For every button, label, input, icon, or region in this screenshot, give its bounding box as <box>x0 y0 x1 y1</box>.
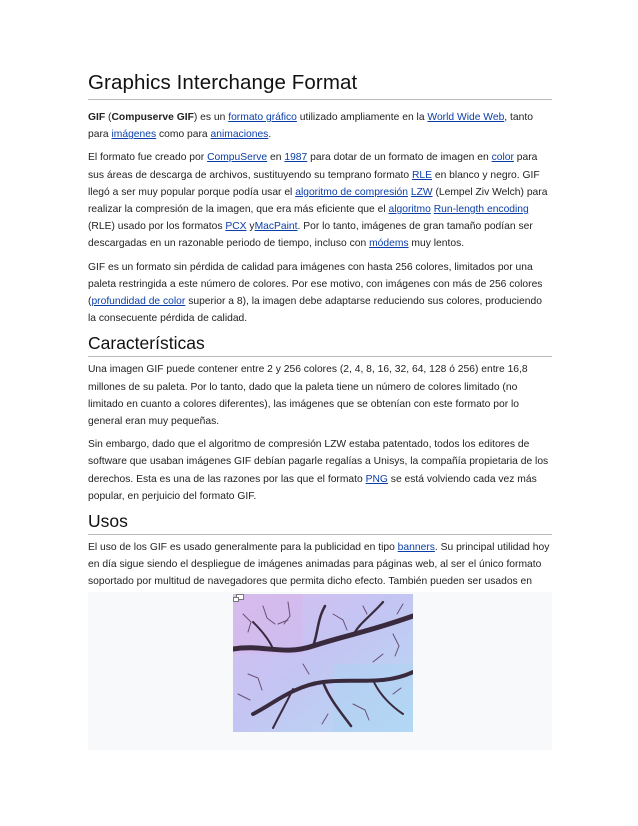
text: . <box>268 129 272 141</box>
link-rle[interactable]: RLE <box>411 169 432 181</box>
intro-paragraph-3 <box>88 259 552 328</box>
caracteristicas-paragraph-2 <box>88 436 552 505</box>
intro-paragraph-1 <box>88 109 552 143</box>
bold-term: GIF <box>88 112 106 123</box>
link-imagenes[interactable]: imágenes <box>111 129 157 141</box>
page-title: Graphics Interchange Format <box>88 70 552 100</box>
text: ) es un <box>193 112 229 123</box>
link-lzw[interactable]: LZW <box>410 186 433 198</box>
text: El uso de los GIF es usado generalmente para la publicidad en tipo <box>88 542 398 554</box>
text: muy lentos. <box>408 238 465 250</box>
link-formato-grafico[interactable]: formato gráfico <box>228 112 297 123</box>
text: en blanco y negro. GIF llegó a ser muy popular porque podía usar el <box>88 169 540 198</box>
caracteristicas-paragraph-1: Una imagen GIF puede contener entre 2 y 256 colores (2, 4, 8, 16, 32, 64, 128 ó 256) entre 16,8 millones de su paleta. Por lo tanto, dado que la paleta tiene un número de colores limitado (no limitado en cuanto a colores diferentes), las imágenes que se obtenían con este formato por lo general eran muy pequeñas. <box>88 364 528 428</box>
link-run-length-encoding[interactable]: Run-length encoding <box>433 204 529 216</box>
link-modems[interactable]: módems <box>369 238 409 250</box>
text: , tanto para <box>88 112 533 141</box>
link-algoritmo[interactable]: algoritmo <box>388 204 431 216</box>
section-heading-usos: Usos <box>88 510 552 535</box>
text: (Lempel Ziv Welch) para realizar la compresión de la imagen, que era más eficiente que el <box>88 186 548 216</box>
link-world-wide-web[interactable]: World Wide Web <box>427 112 505 123</box>
link-algoritmo-de-compresion[interactable]: algoritmo de compresión <box>295 186 408 198</box>
gif-animation-image-icon[interactable] <box>233 594 413 732</box>
text: El formato fue creado por <box>88 152 208 164</box>
text: para sus áreas de descarga de archivos, sustituyendo su temprano formato <box>88 152 538 181</box>
text: y <box>246 221 255 233</box>
text: como para <box>156 129 211 141</box>
text: Sin embargo, dado que el algoritmo de compresión LZW estaba patentado, todos los editores de software que usaban imágenes GIF debían pagarle regalías a Unisys, la compañía propietaria de los derechos. Esta es una de las razones por las que el formato <box>88 439 549 485</box>
section-heading-caracteristicas: Características <box>88 332 552 357</box>
text: (RLE) usado por los formatos <box>88 221 226 233</box>
link-pcx[interactable]: PCX <box>225 221 247 233</box>
link-color[interactable]: color <box>491 152 514 164</box>
link-1987[interactable]: 1987 <box>284 152 308 164</box>
magnify-clip-icon[interactable] <box>233 594 244 602</box>
text: en <box>267 152 285 164</box>
link-png[interactable]: PNG <box>365 473 388 485</box>
text: ( <box>105 112 112 123</box>
text: . Su principal utilidad hoy en día sigue siendo el despliegue de imágenes animadas para páginas web, al ser el único formato soportado por multitud de navegadores que permita dicho efecto. También pueden ser usados en <box>88 542 550 588</box>
link-macpaint[interactable]: MacPaint <box>254 221 298 233</box>
text: superior a 8), la imagen debe adaptarse reduciendo sus colores, produciendo la consecuente pérdida de calidad. <box>88 296 542 325</box>
link-banners[interactable]: banners <box>397 542 435 554</box>
text: GIF es un formato sin pérdida de calidad para imágenes con hasta 256 colores, limitados por una paleta restringida a este número de colores. Por ese motivo, con imágenes con más de 256 colores ( <box>88 261 543 308</box>
link-animaciones[interactable]: animaciones <box>210 129 269 141</box>
intro-paragraph-2 <box>88 149 552 252</box>
article <box>88 70 552 608</box>
text: . Por lo tanto, imágenes de gran tamaño podían ser descargadas en un razonable periodo de tiempo, incluso con <box>88 221 533 250</box>
link-compuserve[interactable]: CompuServe <box>207 152 268 164</box>
text: utilizado ampliamente en la <box>296 112 428 123</box>
thumbnail-figure <box>88 592 552 750</box>
bold-term: Compuserve GIF <box>111 112 194 123</box>
text: se está volviendo cada vez más popular, en perjuicio del formato GIF. <box>88 473 537 502</box>
link-profundidad-de-color[interactable]: profundidad de color <box>91 296 186 308</box>
text: para dotar de un formato de imagen en <box>307 152 492 164</box>
